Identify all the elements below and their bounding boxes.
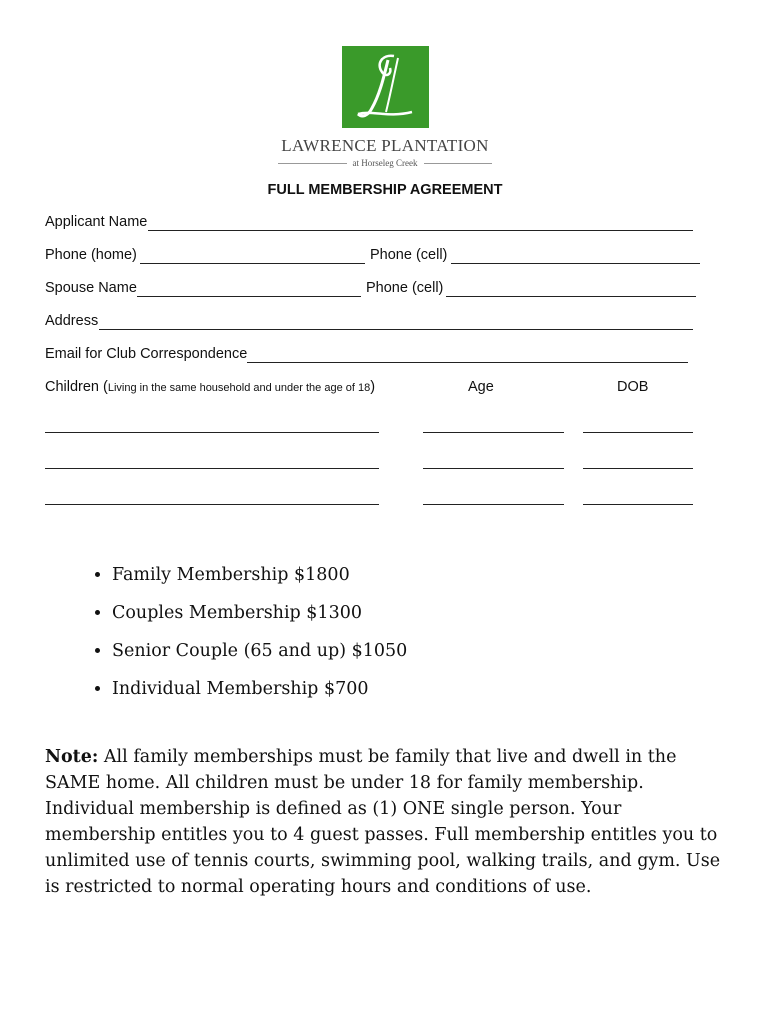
spouse-name-label: Spouse Name (45, 280, 137, 296)
child-dob-field[interactable] (583, 432, 693, 433)
spouse-name-field[interactable] (137, 296, 361, 297)
child-age-field[interactable] (423, 432, 564, 433)
age-header: Age (468, 379, 494, 395)
monogram-icon (342, 46, 429, 128)
divider (424, 163, 493, 164)
membership-item-family: • Family Membership $1800 (112, 556, 407, 594)
applicant-name-field[interactable] (148, 230, 693, 231)
membership-list (58, 556, 407, 708)
note-text: All family memberships must be family that live and dwell in the SAME home. All children must be under 18 for family membership. Individual membership is defined as (1) ONE single person. Your membership entitles you to 4 guest passes. Full membership entitles you to unlimited use of tennis courts, swimming pool, walking trails, and gym. Use is restricted to normal operating hours and conditions of use. (45, 747, 721, 897)
phone-cell-field[interactable] (451, 263, 700, 264)
spouse-phone-cell-label: Phone (cell) (366, 280, 444, 296)
email-field[interactable] (247, 362, 688, 363)
children-label-close: ) (370, 379, 376, 395)
page-title: FULL MEMBERSHIP AGREEMENT (267, 182, 503, 198)
child-name-field[interactable] (45, 432, 379, 433)
child-age-field[interactable] (423, 504, 564, 505)
child-dob-field[interactable] (583, 504, 693, 505)
children-note: Living in the same household and under the age of 18 (107, 382, 371, 394)
children-label-text: Children ( (45, 379, 108, 395)
email-label: Email for Club Correspondence (45, 346, 248, 362)
child-name-field[interactable] (45, 468, 379, 469)
applicant-name-label: Applicant Name (45, 214, 148, 230)
note-label: Note: (45, 747, 99, 767)
phone-home-field[interactable] (140, 263, 365, 264)
note-paragraph (45, 744, 725, 900)
child-dob-field[interactable] (583, 468, 693, 469)
dob-header: DOB (617, 379, 649, 395)
child-age-field[interactable] (423, 468, 564, 469)
phone-cell-label: Phone (cell) (370, 247, 448, 263)
membership-item-couples: • Couples Membership $1300 (112, 594, 407, 632)
address-label: Address (45, 313, 99, 329)
children-label (45, 379, 375, 395)
membership-item-individual: • Individual Membership $700 (112, 670, 407, 708)
membership-item-senior-couple: • Senior Couple (65 and up) $1050 (112, 632, 407, 670)
address-field[interactable] (99, 329, 693, 330)
divider (278, 163, 347, 164)
brand-sub-text: at Horseleg Creek (352, 158, 418, 168)
spouse-phone-cell-field[interactable] (446, 296, 696, 297)
phone-home-label: Phone (home) (45, 247, 137, 263)
logo-emblem (342, 46, 429, 128)
brand-subtitle (278, 156, 492, 170)
brand-name: LAWRENCE PLANTATION (281, 136, 489, 155)
child-name-field[interactable] (45, 504, 379, 505)
